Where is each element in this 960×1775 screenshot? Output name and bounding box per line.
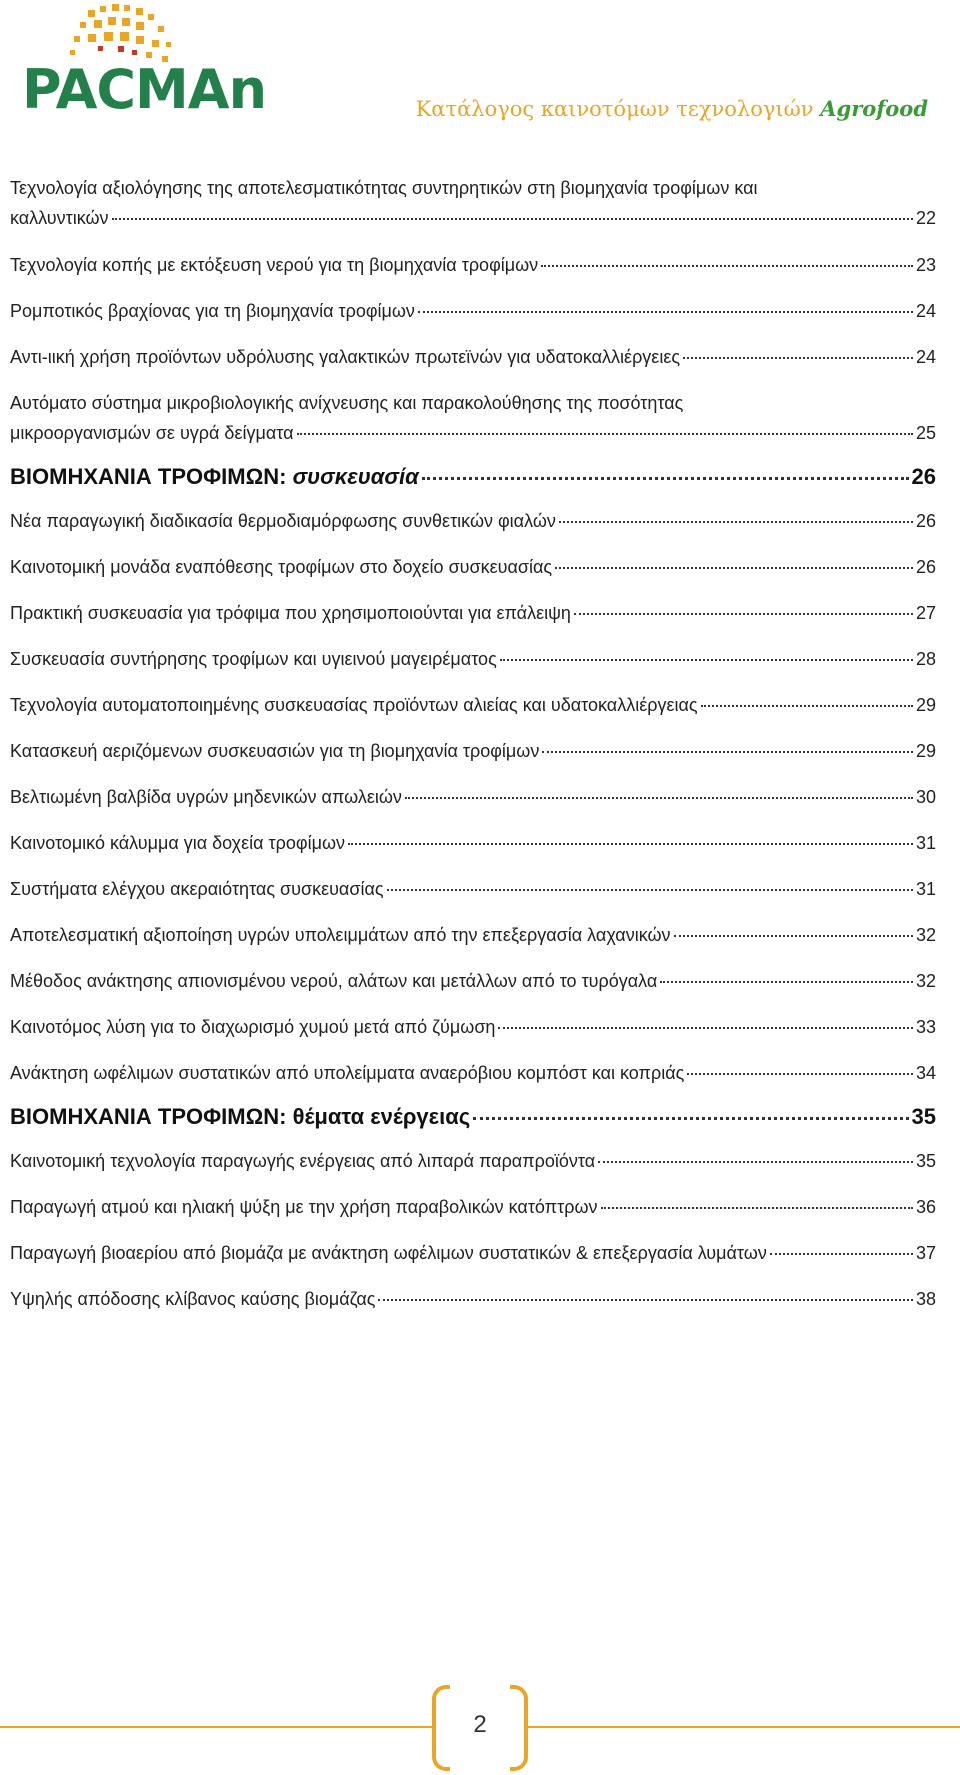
toc-entry[interactable]	[10, 782, 936, 812]
toc-entry[interactable]	[10, 1192, 936, 1222]
toc-page-number: 23	[915, 255, 936, 275]
toc-entry[interactable]	[10, 644, 936, 674]
toc-entry-text	[10, 874, 384, 904]
toc-entry[interactable]	[10, 966, 936, 996]
dot-leader	[601, 1206, 913, 1209]
toc-entry-row	[10, 250, 936, 280]
toc-entry-row	[10, 506, 936, 536]
toc-entry-row	[10, 1102, 936, 1132]
toc-entry-title: ΒΙΟΜΗΧΑΝΙΑ ΤΡΟΦΙΜΩΝ: θέματα ενέργειας	[10, 1104, 471, 1129]
pacman-logo	[18, 0, 267, 130]
toc-entry-title: Μέθοδος ανάκτησης απιονισμένου νερού, αλάτων και μετάλλων από το τυρόγαλα	[10, 971, 658, 991]
toc-entry-text	[10, 296, 415, 326]
toc-entry-row	[10, 1284, 936, 1314]
toc-entry[interactable]	[10, 552, 936, 582]
toc-entry-text	[10, 342, 680, 372]
toc-entry-row	[10, 966, 936, 996]
toc-entry-text	[10, 966, 657, 996]
toc-page-number: 25	[915, 423, 936, 443]
dot-leader	[500, 658, 913, 661]
dot-leader	[473, 1116, 908, 1120]
toc-entry-text	[10, 552, 552, 582]
toc-entry-row	[10, 296, 936, 326]
dot-leader	[498, 1026, 913, 1029]
dot-leader	[574, 612, 913, 615]
toc-page-number: 30	[915, 787, 936, 807]
toc-page-number: 32	[915, 925, 936, 945]
toc-page-number: 22	[915, 208, 936, 228]
toc-entry-title: Πρακτική συσκευασία για τρόφιμα που χρησιμοποιούνται για επάλειψη	[10, 603, 571, 623]
dot-leader	[378, 1298, 913, 1301]
toc-entry-row	[10, 462, 936, 492]
toc-entry-row	[10, 418, 936, 448]
page-number-box	[432, 1685, 528, 1775]
toc-entry-row	[10, 1192, 936, 1222]
toc-entry-row	[10, 1238, 936, 1268]
toc-entry[interactable]	[10, 1284, 936, 1314]
toc-entry-row	[10, 552, 936, 582]
toc-entry-title: Τεχνολογία αυτοματοποιημένης συσκευασίας προϊόντων αλιείας και υδατοκαλλιέργειας	[10, 695, 698, 715]
toc-entry-title: Καινοτομική μονάδα εναπόθεσης τροφίμων στο δοχείο συσκευασίας	[10, 557, 553, 577]
toc-entry-text	[10, 644, 497, 674]
toc-entry-title: Βελτιωμένη βαλβίδα υγρών μηδενικών απωλειών	[10, 787, 402, 807]
toc-entry[interactable]	[10, 736, 936, 766]
dot-leader	[701, 704, 913, 707]
toc-entry-title: Ρομποτικός βραχίονας για τη βιομηχανία τροφίμων	[10, 301, 415, 321]
toc-page-number: 31	[915, 879, 936, 899]
catalog-title-accent: Agrofood	[820, 96, 928, 121]
toc-entry-text	[10, 1146, 595, 1176]
toc-entry-row	[10, 920, 936, 950]
toc-page-number: 29	[915, 741, 936, 761]
toc-entry-text	[10, 203, 109, 233]
toc-entry-text	[10, 1102, 470, 1132]
toc-page-number: 35	[911, 1104, 936, 1129]
dot-leader	[112, 217, 913, 220]
page-footer	[0, 1711, 960, 1755]
page-header	[0, 0, 960, 150]
toc-entry-title: Παραγωγή ατμού και ηλιακή ψύξη με την χρήση παραβολικών κατόπτρων	[10, 1197, 598, 1217]
toc-entry-text	[10, 462, 419, 492]
toc-entry-title: καλλυντικών	[10, 208, 109, 228]
logo-wordmark: PACMAn	[22, 58, 267, 121]
toc-entry-title: Κατασκευή αεριζόμενων συσκευασιών για τη βιομηχανία τροφίμων	[10, 741, 540, 761]
toc-entry-text	[10, 1192, 598, 1222]
dot-leader	[683, 356, 913, 359]
toc-page-number: 24	[915, 301, 936, 321]
toc-page-number: 26	[915, 557, 936, 577]
toc-entry-text	[10, 736, 539, 766]
dot-leader	[418, 310, 913, 313]
dot-leader	[542, 750, 913, 753]
toc-entry[interactable]	[10, 828, 936, 858]
toc-page-number: 37	[915, 1243, 936, 1263]
toc-entry-row	[10, 690, 936, 720]
dot-leader	[559, 520, 913, 523]
toc-entry-row	[10, 782, 936, 812]
toc-entry-text	[10, 690, 698, 720]
toc-entry-title: Αντι-ιική χρήση προϊόντων υδρόλυσης γαλακτικών πρωτεϊνών για υδατοκαλλιέργειες	[10, 347, 681, 367]
toc-entry[interactable]	[10, 920, 936, 950]
toc-page-number: 29	[915, 695, 936, 715]
toc-entry-text	[10, 782, 402, 812]
toc-entry[interactable]	[10, 874, 936, 904]
toc-entry-title: Παραγωγή βιοαερίου από βιομάζα με ανάκτηση ωφέλιμων συστατικών & επεξεργασία λυμάτων	[10, 1243, 767, 1263]
toc-page-number: 26	[915, 511, 936, 531]
toc-entry-title: Συσκευασία συντήρησης τροφίμων και υγιεινού μαγειρέματος	[10, 649, 497, 669]
toc-entry-row	[10, 598, 936, 628]
dot-leader	[541, 264, 913, 267]
toc-entry-text	[10, 598, 571, 628]
toc-entry[interactable]	[10, 1058, 936, 1088]
toc-entry[interactable]	[10, 173, 936, 233]
toc-entry-title: μικροοργανισμών σε υγρά δείγματα	[10, 423, 294, 443]
toc-entry[interactable]	[10, 690, 936, 720]
toc-entry[interactable]	[10, 1012, 936, 1042]
dot-leader	[348, 842, 913, 845]
toc-entry-row	[10, 203, 936, 233]
toc-entry-title: ΒΙΟΜΗΧΑΝΙΑ ΤΡΟΦΙΜΩΝ:	[10, 464, 293, 489]
toc-entry-row	[10, 1012, 936, 1042]
toc-entry-title: Τεχνολογία κοπής με εκτόξευση νερού για τη βιομηχανία τροφίμων	[10, 255, 539, 275]
dot-leader	[297, 432, 913, 435]
toc-page-number: 24	[915, 347, 936, 367]
toc-entry-row	[10, 644, 936, 674]
toc-entry-text	[10, 506, 556, 536]
toc-page-number: 27	[915, 603, 936, 623]
toc-entry-title: Καινοτομική τεχνολογία παραγωγής ενέργειας από λιπαρά παραπροϊόντα	[10, 1151, 596, 1171]
toc-entry-title: Υψηλής απόδοσης κλίβανος καύσης βιομάζας	[10, 1289, 376, 1309]
dot-leader	[674, 934, 913, 937]
toc-entry-title: Συστήματα ελέγχου ακεραιότητας συσκευασίας	[10, 879, 384, 899]
dot-leader	[687, 1072, 913, 1075]
toc-page-number: 35	[915, 1151, 936, 1171]
dot-leader	[405, 796, 913, 799]
dot-leader	[598, 1160, 913, 1163]
toc-entry[interactable]	[10, 296, 936, 326]
toc-page-number: 28	[915, 649, 936, 669]
toc-section-heading[interactable]	[10, 1102, 936, 1132]
toc-entry-text	[10, 828, 345, 858]
toc-entry-title: Νέα παραγωγική διαδικασία θερμοδιαμόρφωσης συνθετικών φιαλών	[10, 511, 556, 531]
dot-leader	[387, 888, 913, 891]
dot-leader	[555, 566, 913, 569]
toc-page-number: 32	[915, 971, 936, 991]
toc-entry-text	[10, 250, 538, 280]
toc-entry[interactable]	[10, 342, 936, 372]
toc-entry-text	[10, 920, 671, 950]
dot-leader	[660, 980, 913, 983]
toc-page-number: 34	[915, 1063, 936, 1083]
toc-heading-italic: συσκευασία	[292, 464, 419, 489]
toc-entry-title: Καινοτομικό κάλυμμα για δοχεία τροφίμων	[10, 833, 346, 853]
toc-entry-text-line1: Τεχνολογία αξιολόγησης της αποτελεσματικότητας συντηρητικών στη βιομηχανία τροφίμων και	[10, 178, 758, 198]
toc-page-number: 36	[915, 1197, 936, 1217]
toc-entry-row	[10, 1146, 936, 1176]
toc-entry[interactable]	[10, 1146, 936, 1176]
toc-entry-row	[10, 342, 936, 372]
table-of-contents	[10, 173, 936, 1314]
toc-page-number: 33	[915, 1017, 936, 1037]
toc-entry-text	[10, 418, 294, 448]
dot-leader	[770, 1252, 913, 1255]
toc-entry-row	[10, 874, 936, 904]
toc-entry[interactable]	[10, 250, 936, 280]
page-number: 2	[473, 1711, 487, 1738]
catalog-title-main: Κατάλογος καινοτόμων τεχνολογιών	[415, 97, 821, 121]
toc-page-number: 38	[915, 1289, 936, 1309]
dot-leader	[422, 476, 909, 480]
toc-entry-text-line1: Αυτόματο σύστημα μικροβιολογικής ανίχνευσης και παρακολούθησης της ποσότητας	[10, 393, 684, 413]
toc-entry-text	[10, 1012, 495, 1042]
toc-entry-text	[10, 1058, 684, 1088]
toc-entry-title: Καινοτόμος λύση για το διαχωρισμό χυμού μετά από ζύμωση	[10, 1017, 496, 1037]
toc-entry-text	[10, 1284, 375, 1314]
toc-page-number: 31	[915, 833, 936, 853]
toc-entry-row	[10, 1058, 936, 1088]
toc-section-heading[interactable]	[10, 462, 936, 492]
toc-entry[interactable]	[10, 388, 936, 448]
toc-entry-title: Ανάκτηση ωφέλιμων συστατικών από υπολείμματα αναερόβιου κομπόστ και κοπριάς	[10, 1063, 685, 1083]
toc-entry-row	[10, 736, 936, 766]
toc-entry[interactable]	[10, 1238, 936, 1268]
toc-entry-row	[10, 828, 936, 858]
catalog-title	[416, 96, 928, 121]
toc-entry-title: Αποτελεσματική αξιοποίηση υγρών υπολειμμάτων από την επεξεργασία λαχανικών	[10, 925, 671, 945]
toc-entry-text	[10, 1238, 767, 1268]
toc-entry[interactable]	[10, 506, 936, 536]
toc-entry[interactable]	[10, 598, 936, 628]
toc-page-number: 26	[911, 464, 936, 489]
